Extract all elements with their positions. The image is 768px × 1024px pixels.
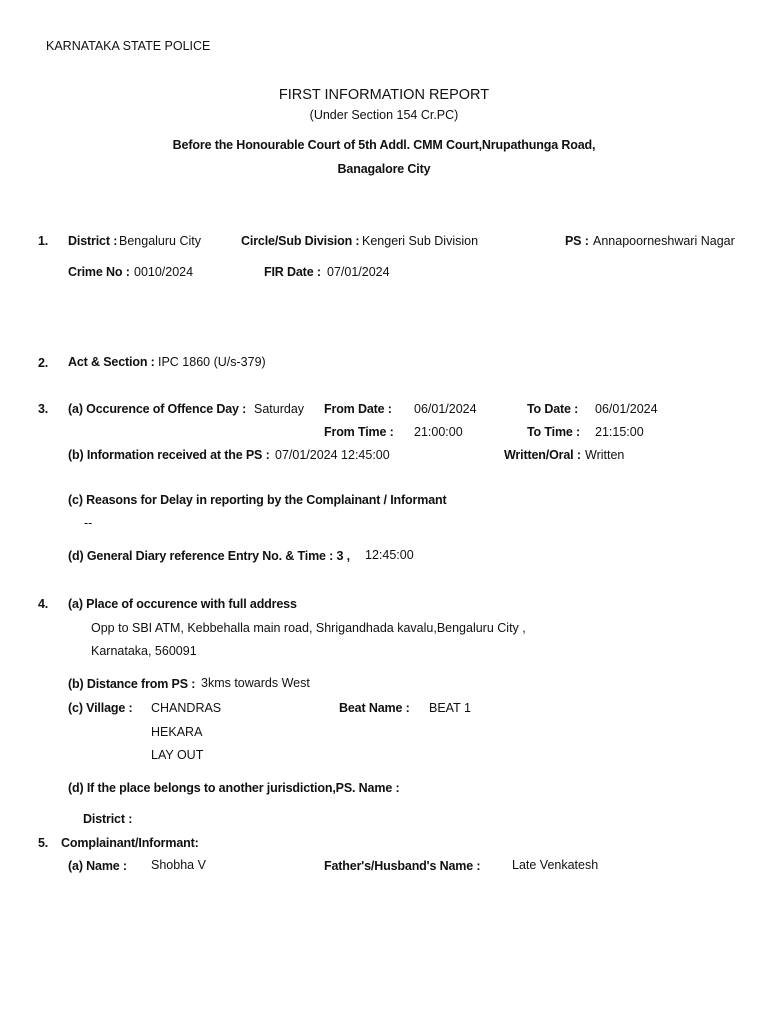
delay-reasons-value: -- bbox=[84, 516, 93, 530]
complainant-heading: Complainant/Informant: bbox=[61, 836, 199, 850]
circle-value: Kengeri Sub Division bbox=[362, 234, 479, 248]
village-line-2: HEKARA bbox=[151, 725, 203, 739]
father-husband-name-value: Late Venkatesh bbox=[512, 858, 599, 872]
section-3-number: 3. bbox=[38, 402, 49, 416]
general-diary-label: (d) General Diary reference Entry No. & Time : 3 , bbox=[68, 549, 350, 563]
to-date-label: To Date : bbox=[527, 402, 579, 416]
section-4-number: 4. bbox=[38, 597, 49, 611]
complainant-name-label: (a) Name : bbox=[68, 859, 127, 873]
section-1-number: 1. bbox=[38, 234, 49, 248]
beat-name-value: BEAT 1 bbox=[429, 701, 471, 715]
info-received-value: 07/01/2024 12:45:00 bbox=[275, 448, 390, 462]
occurence-day-value: Saturday bbox=[254, 402, 305, 416]
ps-value: Annapoorneshwari Nagar bbox=[593, 234, 735, 248]
circle-label: Circle/Sub Division : bbox=[241, 234, 360, 248]
distance-value: 3kms towards West bbox=[201, 676, 310, 690]
to-date-value: 06/01/2024 bbox=[595, 402, 658, 416]
father-husband-name-label: Father's/Husband's Name : bbox=[324, 859, 481, 873]
act-section-label: Act & Section : bbox=[68, 355, 155, 369]
address-line-1: Opp to SBI ATM, Kebbehalla main road, Shrigandhada kavalu,Bengaluru City , bbox=[91, 621, 526, 635]
fir-date-label: FIR Date : bbox=[264, 265, 321, 279]
complainant-name-value: Shobha V bbox=[151, 858, 206, 872]
written-oral-value: Written bbox=[585, 448, 625, 462]
fir-date-value: 07/01/2024 bbox=[327, 265, 390, 279]
address-line-2: Karnataka, 560091 bbox=[91, 644, 197, 658]
crime-no-value: 0010/2024 bbox=[134, 265, 194, 279]
beat-name-label: Beat Name : bbox=[339, 701, 410, 715]
report-subtitle: (Under Section 154 Cr.PC) bbox=[309, 108, 459, 122]
act-section-value: IPC 1860 (U/s-379) bbox=[158, 355, 266, 369]
crime-no-label: Crime No : bbox=[68, 265, 130, 279]
court-line-2: Banagalore City bbox=[337, 162, 431, 176]
report-title: FIRST INFORMATION REPORT bbox=[278, 87, 490, 103]
distance-label: (b) Distance from PS : bbox=[68, 677, 196, 691]
section-5-number: 5. bbox=[38, 836, 49, 850]
to-time-label: To Time : bbox=[527, 425, 581, 439]
ps-label: PS : bbox=[565, 234, 589, 248]
info-received-label: (b) Information received at the PS : bbox=[68, 448, 270, 462]
district-label: District : bbox=[68, 234, 118, 248]
village-label: (c) Village : bbox=[68, 701, 133, 715]
district-value: Bengaluru City bbox=[119, 234, 201, 248]
from-time-value: 21:00:00 bbox=[414, 425, 463, 439]
village-line-3: LAY OUT bbox=[151, 748, 204, 762]
from-date-value: 06/01/2024 bbox=[414, 402, 477, 416]
organization-name: KARNATAKA STATE POLICE bbox=[46, 39, 211, 53]
court-line-1: Before the Honourable Court of 5th Addl. CMM Court,Nrupathunga Road, bbox=[172, 138, 596, 152]
delay-reasons-label: (c) Reasons for Delay in reporting by the Complainant / Informant bbox=[68, 493, 447, 507]
section-2-number: 2. bbox=[38, 356, 49, 370]
written-oral-label: Written/Oral : bbox=[504, 448, 581, 462]
jurisdiction-label: (d) If the place belongs to another jurisdiction,PS. Name : bbox=[68, 781, 400, 795]
from-date-label: From Date : bbox=[324, 402, 392, 416]
from-time-label: From Time : bbox=[324, 425, 394, 439]
to-time-value: 21:15:00 bbox=[595, 425, 644, 439]
occurence-day-label: (a) Occurence of Offence Day : bbox=[68, 402, 247, 416]
place-of-occurence-label: (a) Place of occurence with full address bbox=[68, 597, 297, 611]
village-line-1: CHANDRAS bbox=[151, 701, 222, 715]
general-diary-time: 12:45:00 bbox=[365, 548, 414, 562]
jurisdiction-district-label: District : bbox=[83, 812, 133, 826]
